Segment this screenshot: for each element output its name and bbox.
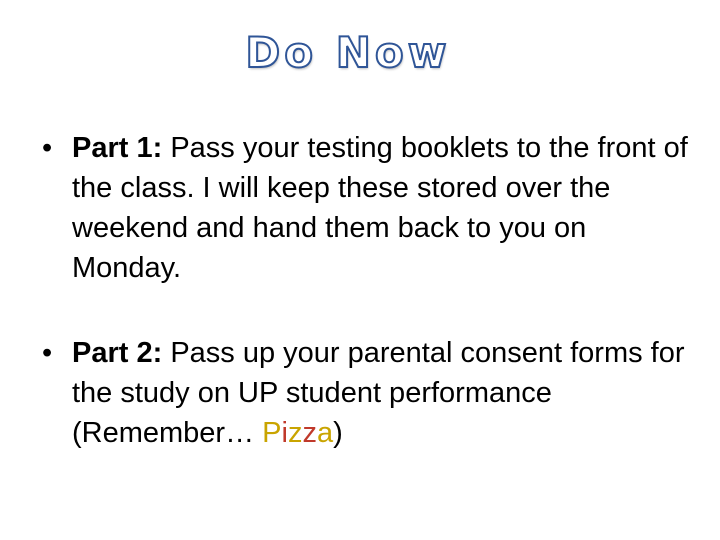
closing-paren: ) bbox=[333, 417, 343, 449]
pizza-letter: P bbox=[262, 417, 282, 449]
bullet-dot-icon: • bbox=[42, 132, 53, 164]
bullet-text: Pass up your parental consent forms for the study on UP student performance (Remember… bbox=[72, 337, 685, 449]
bullet-label: Part 1: bbox=[72, 132, 163, 164]
bullet-text: Pass your testing booklets to the front of the class. I will keep these stored over the weekend and hand them back to you on Monday. bbox=[72, 132, 688, 284]
bullet-label: Part 2: bbox=[72, 337, 163, 369]
pizza-letter: a bbox=[316, 417, 334, 449]
bullet-item-part-1 bbox=[40, 128, 690, 288]
bullet-list bbox=[40, 128, 690, 498]
pizza-letter: i bbox=[281, 417, 288, 449]
bullet-dot-icon: • bbox=[42, 337, 53, 369]
slide-title: Do Now bbox=[245, 28, 451, 77]
bullet-item-part-2 bbox=[40, 333, 690, 453]
pizza-letter: z bbox=[302, 417, 317, 449]
pizza-letter: z bbox=[287, 417, 303, 449]
